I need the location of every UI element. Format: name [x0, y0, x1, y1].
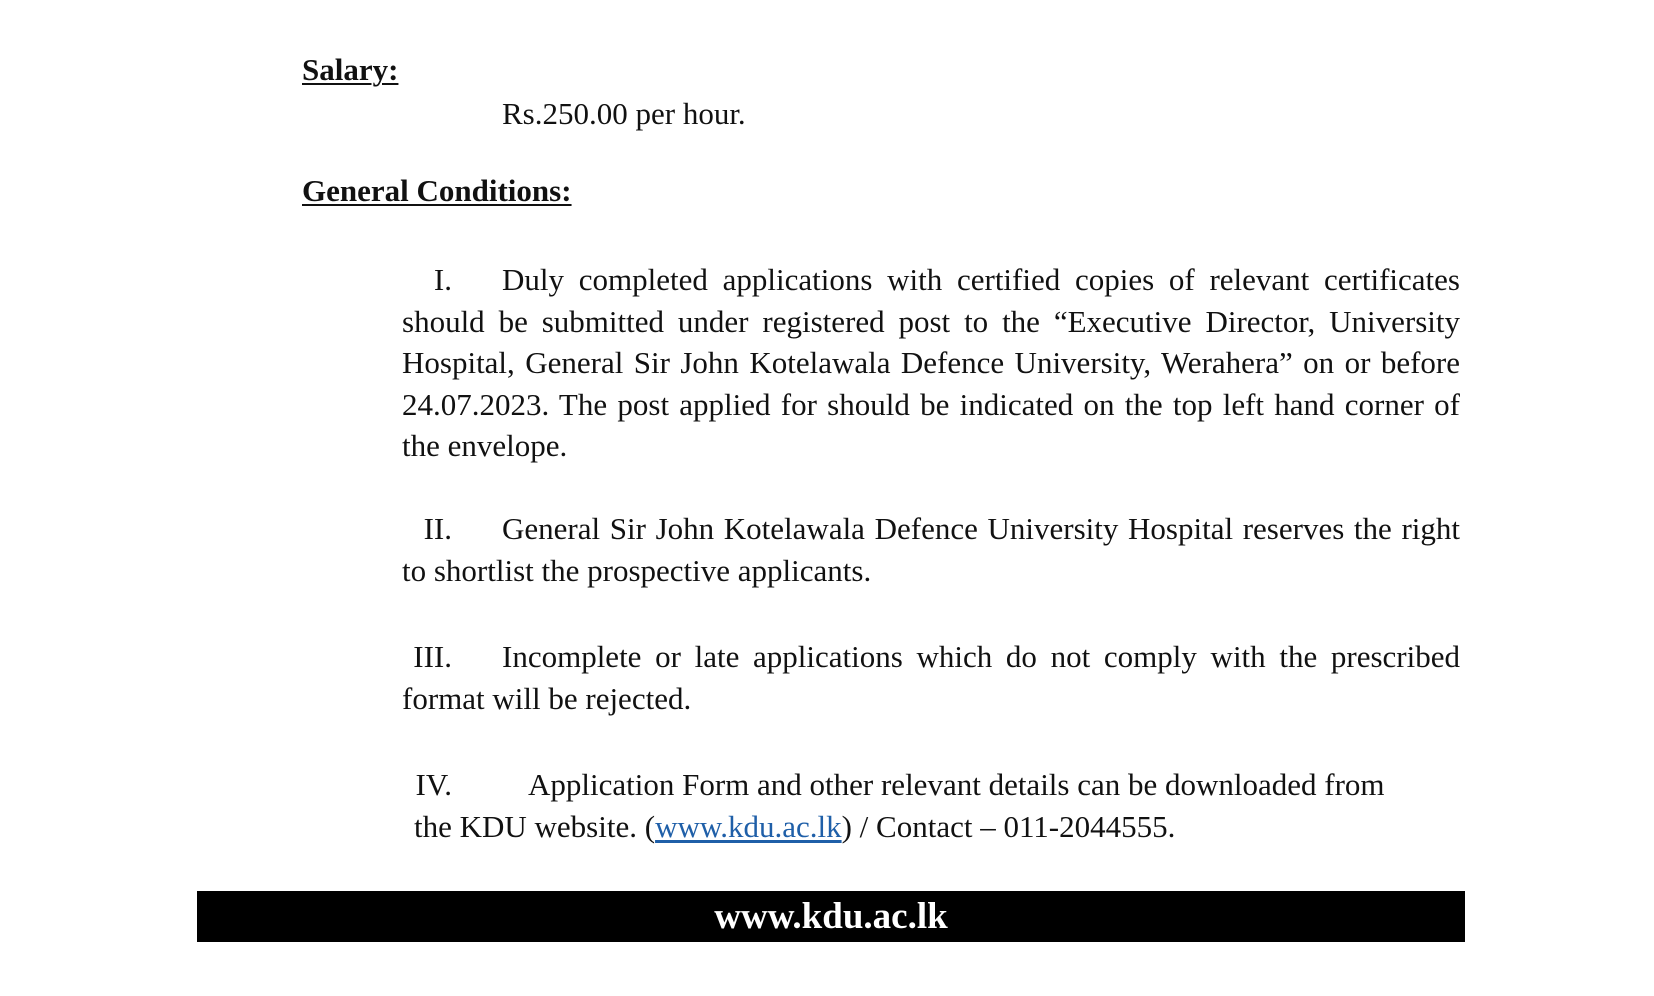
condition-numeral: IV. — [415, 767, 452, 802]
condition-numeral: II. — [423, 511, 452, 546]
salary-heading: Salary: — [302, 52, 399, 87]
condition-item-2 — [402, 508, 1460, 591]
condition-numeral: III. — [413, 639, 452, 674]
condition-text-line1: Application Form and other relevant details can be downloaded from — [528, 767, 1385, 802]
condition-text-after-link: ) / Contact – 011-2044555. — [841, 808, 1176, 844]
condition-text-before-link: the KDU website. ( — [414, 808, 656, 844]
condition-item-1 — [402, 259, 1460, 467]
footer-website-banner: www.kdu.ac.lk — [197, 891, 1465, 942]
condition-text: Duly completed applications with certified copies of relevant certificates should be submitted under registered post to the “Executive Director, University Hospital, General Sir John Kotelawala Defence University, Werahera” on or before 24.07.2023. The post applied for should be indicated on the top left hand corner of the envelope. — [402, 262, 1460, 463]
condition-text: Incomplete or late applications which do not comply with the prescribed format will be rejected. — [402, 639, 1460, 716]
condition-text: General Sir John Kotelawala Defence University Hospital reserves the right to shortlist the prospective applicants. — [402, 511, 1460, 588]
condition-item-4 — [402, 764, 1460, 847]
kdu-website-link[interactable]: www.kdu.ac.lk — [655, 808, 842, 844]
general-conditions-heading: General Conditions: — [302, 173, 572, 208]
salary-value: Rs.250.00 per hour. — [502, 96, 746, 131]
condition-item-3 — [402, 636, 1460, 719]
condition-numeral: I. — [433, 262, 452, 297]
